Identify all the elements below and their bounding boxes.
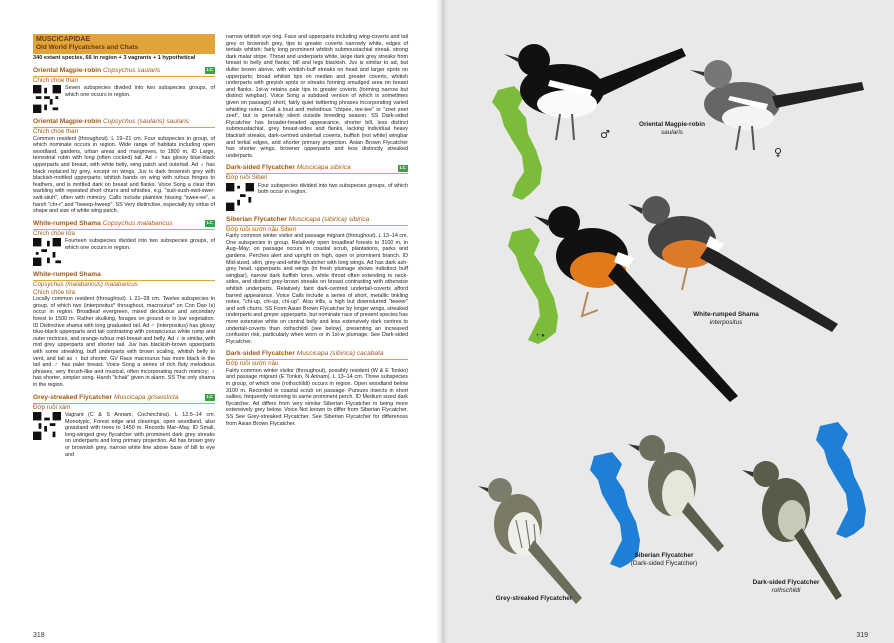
vietnamese-name: Chích chòe lửa: [33, 229, 75, 237]
species-text: Seven subspecies divided into two subspecies groups, of which one occurs in region.: [65, 85, 215, 98]
range-map-siberian: [590, 452, 640, 568]
species-name: Dark-sided Flycatcher: [226, 164, 295, 172]
caption-magpie-race: saularis: [660, 129, 684, 136]
species-text: Vagrant (C & S Annam, Cochinchina). L 12.5–14 cm. Monotypic. Forest edge and clearings, open woodland, also grassland with trees to 1450 m. Records Mar–May. ID Small, long-winged grey flycatcher with prominent dark grey streaks on underparts and long primary projection. Ad has brown grey or brownish grey, narrow white line above base of bill to eye and: [65, 412, 215, 458]
family-count: 340 extant species, 66 in region + 3 vagrants + 1 hypothetical: [33, 55, 196, 61]
caption-siberian-race: (Dark-sided Flycatcher): [630, 560, 698, 567]
bird-grey-streaked: [478, 478, 582, 604]
species-name: Oriental Magpie-robin: [33, 118, 102, 126]
status-badge: LC: [206, 221, 213, 227]
species-entry: [226, 164, 408, 211]
text-column-2: [226, 34, 408, 432]
qr-code-icon[interactable]: [33, 238, 61, 266]
male-symbol: ♂: [600, 128, 610, 141]
species-sci: Copsychus (malabaricus) malabaricus: [33, 281, 138, 289]
left-page: [0, 0, 442, 643]
species-sci: Copsychus (saularis) saularis: [102, 118, 190, 126]
species-name: Siberian Flycatcher: [226, 215, 287, 223]
caption-siberian: Siberian Flycatcher: [634, 552, 694, 559]
species-name: White-rumped Shama: [33, 271, 101, 279]
vietnamese-name: Đớp ruồi Siberi: [226, 174, 268, 182]
bird-magpie-female: [690, 60, 864, 150]
species-heading: [33, 67, 215, 77]
text-column-1: [33, 34, 215, 463]
illustration-plate: [442, 0, 894, 643]
status-badge: LC: [399, 165, 406, 171]
species-entry: [33, 394, 215, 459]
species-entry: [33, 271, 215, 388]
caption-shama-race: interpositus: [709, 319, 743, 326]
range-map-shama: [508, 228, 558, 344]
female-symbol: ♀: [774, 146, 783, 159]
species-name: Oriental Magpie-robin: [33, 66, 102, 74]
map-label: + ●: [536, 333, 545, 339]
status-badge: LC: [206, 395, 213, 401]
qr-code-icon[interactable]: [226, 183, 254, 211]
species-sci: Muscicapa (sibirica) cacabata: [296, 350, 384, 358]
range-map-dark-sided: [816, 422, 866, 538]
caption-magpie: Oriental Magpie-robin: [638, 121, 706, 128]
species-sci: Muscicapa griseisticta: [114, 393, 179, 401]
caption-shama: White-rumped Shama: [693, 311, 759, 318]
caption-dark-sided: Dark-sided Flycatcher: [752, 579, 820, 586]
page-number-right: 319: [856, 632, 868, 639]
book-gutter: [436, 0, 448, 643]
qr-code-icon[interactable]: [33, 85, 61, 113]
species-name: White-rumped Shama: [33, 219, 101, 227]
vietnamese-name: Chích chòe than: [33, 76, 79, 84]
species-sci: Muscicapa sibirica: [296, 164, 351, 172]
continued-text: narrow whitish eye ring. Face and upperparts including wing-coverts and tail grey or brownish grey, tips to greater coverts narrowly white, edges of tertials whitish; fairly long prominent whitish submoustachial streak, strong dark malar stripe. Throat and underparts white, large dark grey streaks from breast to belly and flanks; bill and legs blackish. Juv is similar to ad, but duller brown above, with whitish-buff streaks on head and larger spots on upperparts; broad whitish tips on median and greater coverts, whitish underparts with greyish spots or streaks forming smudged area on breast and flanks. 1st-w retains pale tips to greater coverts (forming narrow but distinct wingbar). Voice Song a subdued version of which is sometimes given on passage) short, fairly quiet twittering phrases incorporating varied whistling notes. Call a loud and melodious "chipee, tee-tee" or "zeet zeet zeet", but is generally silent outside breeding season. SS Dark-sided Flycatcher has broader-headed appearance, shorter bill, less distinct submoustachial, grey breast-sides and flanks, lacking individual heavy blackish streaks, dark-centred undertail coverts, buffish (not white) wingbar and tertial edges, and shorter primary projection. Asian Brown Flycatcher has shorter wings, browner upperparts and less distinctly streaked underparts.: [226, 34, 408, 159]
vietnamese-name: Chích chòe than: [33, 128, 79, 136]
family-name: MUSCICAPIDAE: [36, 36, 91, 43]
family-header: [33, 34, 215, 54]
species-name: Dark-sided Flycatcher: [226, 350, 295, 358]
vietnamese-name: Chích chòe lửa: [33, 288, 75, 296]
species-entry: [33, 220, 215, 267]
species-text: Common resident (throughout). L 19–21 cm. Four subspecies in group, of which nominate occurs in region. Wide range of habitats including open woodland, gardens, urban areas and mangroves, to 1800 m. ID Large, terrestrial robin with long (often cocked) tail. Ad ♂ has glossy blue-black upperparts and breast, with white belly, wing patch and outertail. Ad ♀ has black replaced by grey, except on wings. Juv is dark brownish grey with blackish-mottled upperparts; whitish bands on wing with rufous fringes to feathers, and is mottled dark on breast and flanks. Voice Song a clear thin warbling with repeated short churrs and whistles, e.g. "suiii-sush-swit-swer-swit-siiuh", often with mimicry. Calls include plaintive hissing "swee-ee", a harsh "chr-r" and "hweep-hweep". SS Very distinctive, especially by virtue of shape and size of white wing patch.: [33, 135, 215, 215]
vietnamese-name: Đớp ruồi sườn nâu: [226, 360, 279, 368]
vietnamese-name: Đớp ruồi xám: [33, 403, 71, 411]
species-entry: [226, 350, 408, 427]
status-badge: LC: [206, 68, 213, 74]
caption-grey-streaked: Grey-streaked Flycatcher: [495, 595, 573, 602]
species-text: Fourteen subspecies divided into two subspecies groups, of which one occurs in region.: [65, 238, 215, 251]
species-sci: Muscicapa (sibirica) sibirica: [288, 215, 370, 223]
species-text: Locally common resident (throughout). L 21–28 cm. Twelve subspecies in group, of which two (interpositus* throughout, macrourus* on Con Dao Is) occur in region. Broadleaf evergreen, mixed deciduous and secondary forest to 1500 m. Rather skulking, forages on ground or in low vegetation. ID Distinctive shama with long graduated tail. Ad ♂ (interpositus) has glossy blue-black upperparts and tail contrasting with conspicuous white rump and outer rectrices, and orange-rufous mid-breast and belly. Ad ♀ is similar, with mid grey upperparts and shorter tail. Juv has blackish-brown upperparts with some streaking, buff underparts with brown scaling, whitish belly to vent, and tail as ♀ but shorter. GV Race macrourus has more black in the tail and ♂ has paler breast. Voice Song a series of rich fluty melodious phrases, very thrush-like and musical, often incorporating much mimicry; ♀ has shorter, simpler song. Harsh "tchak" given in alarm. SS The only shama in the region.: [33, 296, 215, 388]
family-common-name: Old World Flycatchers and Chats: [36, 44, 139, 51]
species-text: Fairly common winter visitor and passage migrant (throughout). L 13–14 cm. One subspecies in group. Relatively open broadleaf forests to 3100 m, in Aug–May; on passage occurs in coastal scrub, plantations, parks and gardens. Perches alert and upright on high, open or prominent branch. ID Mid-sized, slim, grey-and-white flycatcher with long wings. Ad has dark ash-grey head, upperparts and wings (in fresh plumage shows indistinct buff wingbar), narrow dark buffish lores, white throat often extending to neck-sides, and distinct grey-brown streaks on breast contrasting with otherwise whitish underparts. Relatively faint dark-centred undertail-coverts afford barred appearance. Voice Calls include a series of short, metallic tinkling notes, "chi-up, chi-up, chi-up". Also trills, a high but downslurred "teeeer" and soft churrs. SS From Asian Brown Flycatcher by longer wings, streaked underparts and greyer upperparts, but nominate race of present species has more extensive white on central belly and less extensively dark centres to undertail-coverts than rothschildi (see below), presenting an increased confusion risk, particularly when worn or in 1st-w plumage. See Dark-sided Flycatcher.: [226, 233, 408, 345]
species-text: Fairly common winter visitor (throughout), possibly resident (W & E Tonkin) and passage migrant (E Tonkin, N Annam). L 13–14 cm. Three subspecies in group, of which one (rothschildi) occurs in region. Open woodland below 3100 m. Recorded in coastal scrub on passage. Pursues insects in short sallies, frequently returning to same prominent perch. ID Medium sized dark flycatcher. Ad differs from very similar Siberian Flycatcher in being more extensively grey below. Voice Not known to differ from Siberian Flycatcher. SS See Grey-streaked Flycatcher. See Siberian Flycatcher for differences from Asian Brown Flycatcher.: [226, 367, 408, 427]
vietnamese-name: Đớp ruồi sườn nâu Siberi: [226, 225, 297, 233]
qr-code-icon[interactable]: [33, 412, 61, 440]
species-text: Four subspecies divided into two subspecies groups, of which both occur in region.: [258, 182, 408, 196]
caption-dark-sided-race: rothschildi: [771, 587, 801, 594]
right-page: [442, 0, 894, 643]
species-entry: [33, 67, 215, 114]
species-name: Grey-streaked Flycatcher: [33, 393, 113, 401]
species-sci: Copsychus saularis: [102, 66, 161, 74]
page-number-left: 318: [33, 632, 45, 639]
species-entry: [226, 216, 408, 346]
bird-siberian: [628, 435, 724, 552]
species-entry: [33, 118, 215, 215]
species-sci: Copsychus malabaricus: [102, 219, 173, 227]
